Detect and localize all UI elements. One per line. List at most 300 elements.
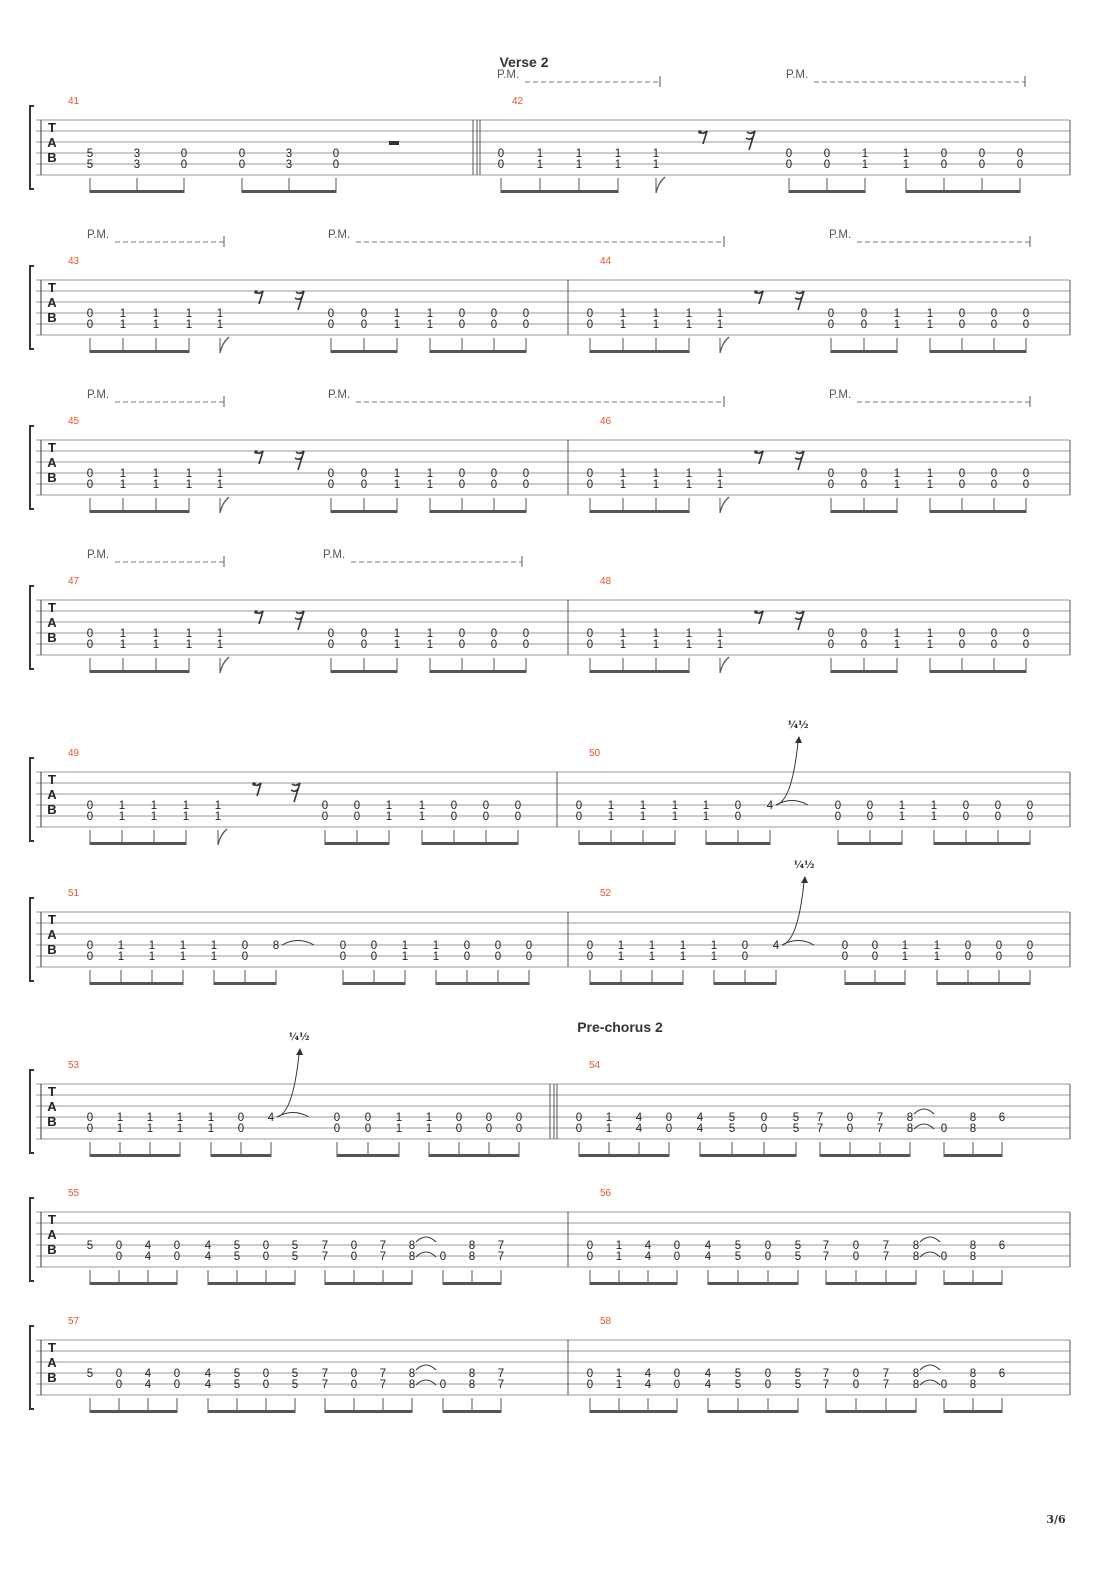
rest-dot: [254, 450, 258, 454]
fret-number: 1: [216, 628, 224, 640]
fret-number: 0: [764, 1251, 772, 1263]
eighth-flag: [220, 657, 229, 673]
beam: [422, 842, 518, 845]
fret-number: 0: [860, 628, 868, 640]
fret-number: 1: [685, 639, 693, 651]
fret-number: 1: [118, 800, 126, 812]
fret-number: 1: [176, 1112, 184, 1124]
system-bracket: [30, 758, 34, 841]
fret-number: 4: [772, 940, 780, 952]
fret-number: 7: [816, 1123, 824, 1135]
sixteenth-rest: [795, 611, 804, 630]
bar-number: 49: [68, 748, 80, 759]
fret-number: 5: [728, 1112, 736, 1124]
fret-number: 1: [615, 1368, 623, 1380]
fret-number: 0: [940, 1379, 948, 1391]
fret-number: 0: [180, 159, 188, 171]
beam: [934, 842, 1030, 845]
fret-number: 1: [385, 800, 393, 812]
tab-clef-letter: B: [47, 1370, 57, 1385]
fret-number: 0: [490, 468, 498, 480]
fret-number: 7: [321, 1379, 329, 1391]
fret-number: 8: [912, 1379, 920, 1391]
system-bracket: [30, 1070, 34, 1153]
fret-number: 0: [760, 1112, 768, 1124]
fret-number: 1: [933, 951, 941, 963]
tab-system: [30, 549, 1070, 673]
tab-system: [30, 1316, 1070, 1413]
beam: [789, 190, 865, 193]
fret-number: 0: [871, 951, 879, 963]
fret-number: 0: [1022, 319, 1030, 331]
system-bracket: [30, 426, 34, 509]
fret-number: 1: [401, 940, 409, 952]
sixteenth-rest: [746, 131, 755, 150]
beam: [700, 1154, 796, 1157]
fret-number: 0: [321, 800, 329, 812]
fret-number: 1: [216, 479, 224, 491]
fret-number: 1: [216, 468, 224, 480]
fret-number: 0: [490, 639, 498, 651]
fret-number: 0: [834, 800, 842, 812]
fret-number: 0: [741, 951, 749, 963]
fret-number: 1: [605, 1123, 613, 1135]
tab-system: [30, 69, 1070, 193]
fret-number: 0: [860, 639, 868, 651]
fret-number: 4: [267, 1112, 275, 1124]
fret-number: 0: [994, 800, 1002, 812]
fret-number: 1: [426, 479, 434, 491]
beam: [430, 510, 526, 513]
fret-number: 0: [866, 811, 874, 823]
fret-number: 1: [685, 479, 693, 491]
section-label-pre-chorus-2: Pre-chorus 2: [577, 1019, 663, 1035]
beam: [930, 670, 1026, 673]
eighth-flag: [720, 657, 729, 673]
tab-clef-letter: A: [47, 1355, 57, 1370]
fret-number: 1: [152, 308, 160, 320]
fret-number: 0: [515, 1123, 523, 1135]
fret-number: 0: [958, 479, 966, 491]
fret-number: 0: [852, 1251, 860, 1263]
beam: [708, 1282, 798, 1285]
fret-number: 1: [619, 639, 627, 651]
fret-number: 0: [586, 639, 594, 651]
fret-number: 4: [144, 1379, 152, 1391]
beam: [90, 1282, 177, 1285]
bar-number: 45: [68, 416, 80, 427]
fret-number: 0: [321, 811, 329, 823]
fret-number: 1: [893, 628, 901, 640]
beam: [443, 1410, 501, 1413]
beam: [944, 1154, 1002, 1157]
fret-number: 8: [969, 1379, 977, 1391]
beam: [590, 510, 689, 513]
fret-number: 4: [204, 1251, 212, 1263]
fret-number: 0: [450, 800, 458, 812]
fret-number: 5: [734, 1379, 742, 1391]
fret-number: 1: [607, 811, 615, 823]
fret-number: 0: [760, 1123, 768, 1135]
fret-number: 0: [673, 1368, 681, 1380]
fret-number: 0: [1022, 468, 1030, 480]
fret-number: 3: [133, 148, 141, 160]
fret-number: 0: [115, 1240, 123, 1252]
fret-number: 1: [119, 639, 127, 651]
tab-clef-letter: T: [48, 120, 56, 135]
fret-number: 8: [969, 1123, 977, 1135]
fret-number: 0: [327, 319, 335, 331]
fret-number: 1: [926, 319, 934, 331]
fret-number: 1: [150, 811, 158, 823]
fret-number: 7: [379, 1251, 387, 1263]
beam: [831, 510, 897, 513]
beam: [430, 670, 526, 673]
fret-number: 0: [586, 319, 594, 331]
fret-number: 0: [834, 811, 842, 823]
fret-number: 8: [468, 1240, 476, 1252]
fret-number: 1: [652, 308, 660, 320]
sixteenth-rest: [795, 451, 804, 470]
fret-number: 0: [1022, 639, 1030, 651]
fret-number: 1: [716, 628, 724, 640]
fret-number: 1: [893, 308, 901, 320]
fret-number: 0: [494, 940, 502, 952]
fret-number: 0: [827, 308, 835, 320]
fret-number: 4: [704, 1240, 712, 1252]
fret-number: 1: [930, 800, 938, 812]
fret-number: 1: [685, 628, 693, 640]
fret-number: 0: [522, 639, 530, 651]
fret-number: 0: [364, 1112, 372, 1124]
beam: [90, 1154, 180, 1157]
fret-number: 1: [426, 319, 434, 331]
fret-number: 0: [958, 308, 966, 320]
fret-number: 5: [233, 1379, 241, 1391]
fret-number: 0: [238, 148, 246, 160]
fret-number: 1: [926, 308, 934, 320]
fret-number: 0: [940, 159, 948, 171]
fret-number: 0: [860, 308, 868, 320]
fret-number: 7: [321, 1368, 329, 1380]
fret-number: 0: [586, 628, 594, 640]
fret-number: 0: [327, 479, 335, 491]
eighth-flag: [220, 497, 229, 513]
beam: [325, 1282, 412, 1285]
fret-number: 0: [764, 1368, 772, 1380]
fret-number: 1: [702, 811, 710, 823]
fret-number: 1: [639, 800, 647, 812]
fret-number: 1: [426, 639, 434, 651]
fret-number: 1: [926, 479, 934, 491]
fret-number: 0: [86, 811, 94, 823]
fret-number: 0: [353, 800, 361, 812]
tab-clef-letter: A: [47, 295, 57, 310]
beam: [343, 982, 405, 985]
bar-number: 58: [600, 1316, 612, 1327]
fret-number: 5: [233, 1240, 241, 1252]
fret-number: 1: [185, 639, 193, 651]
fret-number: 7: [882, 1240, 890, 1252]
fret-number: 5: [734, 1368, 742, 1380]
fret-number: 0: [522, 319, 530, 331]
fret-number: 0: [846, 1123, 854, 1135]
fret-number: 0: [360, 639, 368, 651]
beam: [90, 842, 186, 845]
fret-number: 0: [958, 628, 966, 640]
fret-number: 8: [468, 1251, 476, 1263]
bend-arrow: [776, 742, 798, 805]
rest-dot: [754, 290, 758, 294]
fret-number: 1: [401, 951, 409, 963]
beam: [430, 350, 526, 353]
fret-number: 0: [450, 811, 458, 823]
fret-number: 1: [182, 800, 190, 812]
fret-number: 1: [117, 951, 125, 963]
fret-number: 1: [536, 159, 544, 171]
fret-number: 0: [327, 628, 335, 640]
fret-number: 1: [385, 811, 393, 823]
fret-number: 1: [893, 468, 901, 480]
fret-number: 0: [455, 1112, 463, 1124]
fret-number: 0: [852, 1240, 860, 1252]
tab-system: [30, 860, 1070, 985]
fret-number: 0: [673, 1379, 681, 1391]
fret-number: 8: [408, 1251, 416, 1263]
beam: [826, 1410, 916, 1413]
fret-number: 0: [1022, 479, 1030, 491]
tab-clef-letter: B: [47, 1114, 57, 1129]
bend-amount: ¼½: [288, 1032, 310, 1043]
fret-number: 4: [635, 1112, 643, 1124]
fret-number: 5: [728, 1123, 736, 1135]
fret-number: 7: [321, 1240, 329, 1252]
fret-number: 0: [458, 639, 466, 651]
tab-clef-letter: B: [47, 470, 57, 485]
fret-number: 1: [648, 940, 656, 952]
fret-number: 0: [327, 308, 335, 320]
fret-number: 1: [216, 319, 224, 331]
fret-number: 0: [262, 1240, 270, 1252]
fret-number: 0: [525, 951, 533, 963]
fret-number: 0: [173, 1368, 181, 1380]
fret-number: 0: [958, 468, 966, 480]
fret-number: 1: [575, 148, 583, 160]
fret-number: 1: [926, 639, 934, 651]
system-bracket: [30, 1326, 34, 1409]
fret-number: 1: [685, 319, 693, 331]
fret-number: 0: [490, 319, 498, 331]
fret-number: 0: [360, 319, 368, 331]
fret-number: 0: [827, 479, 835, 491]
tie-arc: [914, 1109, 934, 1114]
tab-system: [30, 1188, 1070, 1285]
fret-number: 0: [1016, 159, 1024, 171]
tie-arc: [920, 1237, 940, 1242]
fret-number: 0: [241, 940, 249, 952]
bar-number: 51: [68, 888, 80, 899]
bend-amount: ¼½: [793, 860, 815, 871]
fret-number: 0: [995, 951, 1003, 963]
fret-number: 0: [990, 468, 998, 480]
fret-number: 0: [463, 940, 471, 952]
fret-number: 0: [332, 159, 340, 171]
beam: [436, 982, 529, 985]
fret-number: 1: [926, 628, 934, 640]
fret-number: 0: [673, 1240, 681, 1252]
tab-clef-letter: B: [47, 310, 57, 325]
fret-number: 0: [332, 148, 340, 160]
fret-number: 1: [152, 468, 160, 480]
fret-number: 0: [490, 308, 498, 320]
fret-number: 0: [860, 468, 868, 480]
fret-number: 0: [86, 308, 94, 320]
fret-number: 4: [635, 1123, 643, 1135]
bar-number: 53: [68, 1060, 80, 1071]
fret-number: 0: [262, 1379, 270, 1391]
fret-number: 1: [207, 1123, 215, 1135]
fret-number: 1: [152, 479, 160, 491]
fret-number: 1: [861, 159, 869, 171]
fret-number: 1: [702, 800, 710, 812]
fret-number: 8: [912, 1368, 920, 1380]
bend-arrowhead: [296, 1048, 303, 1055]
palm-mute-label: P.M.: [829, 389, 852, 401]
fret-number: 8: [468, 1368, 476, 1380]
beam: [845, 982, 905, 985]
fret-number: 8: [906, 1112, 914, 1124]
fret-number: 1: [679, 940, 687, 952]
fret-number: 0: [827, 319, 835, 331]
fret-number: 0: [86, 628, 94, 640]
palm-mute-label: P.M.: [786, 69, 809, 81]
beam: [590, 1282, 677, 1285]
beam: [590, 982, 683, 985]
beam: [906, 190, 1020, 193]
system-bracket: [30, 266, 34, 349]
fret-number: 1: [861, 148, 869, 160]
beam: [831, 350, 897, 353]
half-rest: [389, 141, 399, 145]
fret-number: 1: [418, 800, 426, 812]
fret-number: 1: [716, 468, 724, 480]
fret-number: 1: [652, 468, 660, 480]
fret-number: 1: [425, 1112, 433, 1124]
fret-number: 1: [716, 319, 724, 331]
fret-number: 1: [716, 308, 724, 320]
fret-number: 0: [522, 308, 530, 320]
fret-number: 1: [185, 319, 193, 331]
fret-number: 0: [482, 800, 490, 812]
fret-number: 8: [912, 1251, 920, 1263]
beam: [708, 1410, 798, 1413]
fret-number: 5: [734, 1251, 742, 1263]
rest-dot: [754, 450, 758, 454]
fret-number: 1: [671, 811, 679, 823]
fret-number: 4: [644, 1379, 652, 1391]
fret-number: 0: [1026, 811, 1034, 823]
fret-number: 0: [455, 1123, 463, 1135]
fret-number: 4: [644, 1251, 652, 1263]
fret-number: 0: [180, 148, 188, 160]
tab-clef-letter: A: [47, 615, 57, 630]
fret-number: 5: [734, 1240, 742, 1252]
fret-number: 1: [216, 308, 224, 320]
fret-number: 8: [912, 1240, 920, 1252]
fret-number: 1: [214, 800, 222, 812]
fret-number: 1: [685, 308, 693, 320]
fret-number: 0: [238, 159, 246, 171]
fret-number: 0: [940, 1251, 948, 1263]
fret-number: 0: [350, 1251, 358, 1263]
fret-number: 0: [852, 1368, 860, 1380]
fret-number: 1: [614, 159, 622, 171]
fret-number: 1: [148, 951, 156, 963]
tab-clef-letter: T: [48, 1340, 56, 1355]
fret-number: 0: [482, 811, 490, 823]
fret-number: 1: [679, 951, 687, 963]
fret-number: 1: [575, 159, 583, 171]
fret-number: 0: [586, 951, 594, 963]
system-bracket: [30, 898, 34, 981]
fret-number: 0: [586, 1379, 594, 1391]
fret-number: 0: [846, 1112, 854, 1124]
beam: [90, 190, 184, 193]
fret-number: 1: [652, 319, 660, 331]
fret-number: 1: [207, 1112, 215, 1124]
fret-number: 7: [876, 1112, 884, 1124]
system-bracket: [30, 1198, 34, 1281]
bend-arrowhead: [801, 876, 808, 883]
tie-arc: [282, 941, 314, 946]
fret-number: 0: [490, 628, 498, 640]
eighth-flag: [656, 177, 665, 193]
beam: [208, 1410, 295, 1413]
fret-number: 0: [237, 1112, 245, 1124]
fret-number: 1: [536, 148, 544, 160]
fret-number: 0: [241, 951, 249, 963]
fret-number: 1: [617, 940, 625, 952]
fret-number: 7: [822, 1251, 830, 1263]
fret-number: 4: [704, 1251, 712, 1263]
fret-number: 0: [962, 800, 970, 812]
fret-number: 6: [998, 1368, 1006, 1380]
fret-number: 1: [185, 308, 193, 320]
fret-number: 1: [119, 628, 127, 640]
fret-number: 1: [393, 308, 401, 320]
fret-number: 0: [978, 148, 986, 160]
beam: [579, 1154, 669, 1157]
fret-number: 4: [144, 1251, 152, 1263]
fret-number: 4: [144, 1240, 152, 1252]
fret-number: 0: [333, 1123, 341, 1135]
fret-number: 0: [514, 811, 522, 823]
fret-number: 1: [893, 319, 901, 331]
fret-number: 0: [586, 1251, 594, 1263]
fret-number: 1: [639, 811, 647, 823]
fret-number: 0: [866, 800, 874, 812]
tab-clef-letter: B: [47, 150, 57, 165]
fret-number: 1: [210, 940, 218, 952]
fret-number: 7: [822, 1379, 830, 1391]
fret-number: 0: [990, 479, 998, 491]
beam: [90, 350, 189, 353]
fret-number: 0: [115, 1368, 123, 1380]
fret-number: 5: [86, 1368, 94, 1380]
fret-number: 0: [522, 479, 530, 491]
fret-number: 0: [360, 468, 368, 480]
fret-number: 0: [463, 951, 471, 963]
